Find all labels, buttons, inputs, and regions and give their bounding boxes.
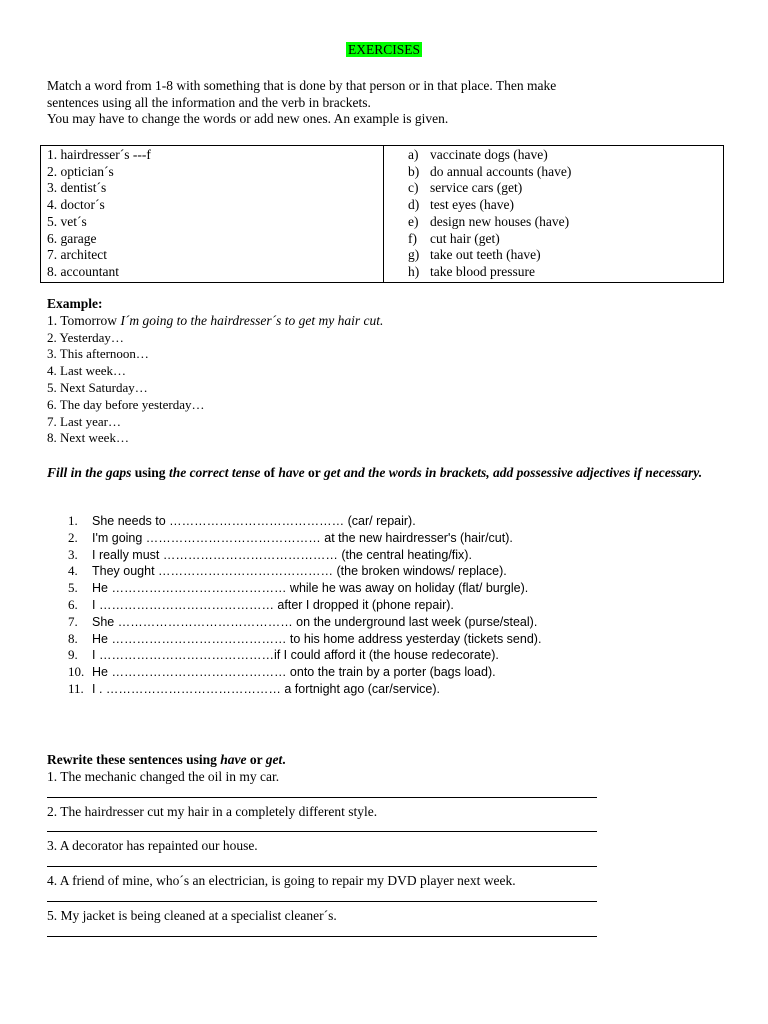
gap-sentence: She needs to …………………………………… (car/ repair). <box>92 514 416 528</box>
action-text: take blood pressure <box>430 263 535 279</box>
gap-number: 10. <box>68 664 85 680</box>
action-text: cut hair (get) <box>430 230 500 246</box>
action-letter: d) <box>408 197 420 213</box>
action-text: do annual accounts (have) <box>430 163 572 179</box>
matching-table <box>40 145 724 283</box>
rewrite-heading <box>47 752 607 769</box>
place-item: 2. optician´s <box>47 163 114 179</box>
action-item <box>390 247 717 264</box>
example-first-answer: I´m going to the hairdresser´s to get my hair cut. <box>120 312 384 328</box>
gap-number: 4. <box>68 563 78 579</box>
gaps-heading-part: the correct tense <box>168 465 261 480</box>
example-first-line <box>47 313 383 330</box>
action-text: test eyes (have) <box>430 197 514 213</box>
action-item <box>390 180 717 197</box>
rewrite-item: 1. The mechanic changed the oil in my car. <box>47 768 280 784</box>
action-text: service cars (get) <box>430 180 523 196</box>
gaps-heading-part: of <box>260 465 279 480</box>
gap-sentence: They ought …………………………………… (the broken windows/ replace). <box>92 564 507 579</box>
place-item: 1. hairdresser´s ---f <box>47 147 151 162</box>
answer-line[interactable] <box>47 865 597 867</box>
gap-sentence: He …………………………………… onto the train by a porter (bags load). <box>92 665 496 680</box>
instructions <box>47 78 737 128</box>
gap-number: 8. <box>68 630 78 646</box>
place-item: 6. garage <box>47 230 97 246</box>
action-letter: h) <box>408 263 420 279</box>
answer-line[interactable] <box>47 796 597 798</box>
example-item: 5. Next Saturday… <box>47 379 148 395</box>
place-item: 8. accountant <box>47 263 119 279</box>
gap-item <box>68 530 541 547</box>
place-item: 5. vet´s <box>47 213 87 229</box>
gap-item <box>68 614 541 631</box>
example-item: 3. This afternoon… <box>47 346 149 362</box>
gap-number: 6. <box>68 596 78 612</box>
page-title: EXERCISES <box>347 42 420 57</box>
answer-line[interactable] <box>47 900 597 902</box>
action-item <box>390 147 717 164</box>
gaps-heading-part: using <box>131 465 169 480</box>
gaps-heading-part: Fill in the gaps <box>47 465 132 480</box>
action-item <box>390 164 717 181</box>
place-item: 3. dentist´s <box>47 180 107 196</box>
rewrite-item: 5. My jacket is being cleaned at a specialist cleaner´s. <box>47 907 337 923</box>
example-item: 2. Yesterday… <box>47 329 124 345</box>
answer-line[interactable] <box>47 935 597 937</box>
rewrite-item: 3. A decorator has repainted our house. <box>47 838 258 854</box>
rewrite-item: 2. The hairdresser cut my hair in a completely different style. <box>47 803 378 819</box>
rewrite-heading-part: . <box>282 752 286 767</box>
gap-number: 5. <box>68 580 78 596</box>
gap-sentence: He …………………………………… to his home address yesterday (tickets send). <box>92 631 542 646</box>
gap-sentence: I really must …………………………………… (the central heating/fix). <box>92 547 472 562</box>
gaps-list <box>68 513 541 698</box>
gaps-heading-part: or <box>304 465 324 480</box>
actions-column <box>384 146 724 283</box>
place-item: 4. doctor´s <box>47 197 105 213</box>
gaps-heading-part: get and the words in brackets, add possessive adjectives if necessary. <box>323 465 703 480</box>
answer-line[interactable] <box>47 830 597 832</box>
action-letter: g) <box>408 247 420 263</box>
action-item <box>390 264 717 281</box>
action-text: take out teeth (have) <box>430 247 541 263</box>
example-first-prefix: 1. Tomorrow <box>47 312 121 328</box>
gap-sentence: I …………………………………… after I dropped it (phone repair). <box>92 597 454 612</box>
rewrite-heading-part: have <box>220 752 247 767</box>
gaps-heading <box>47 464 737 481</box>
rewrite-heading-part: Rewrite these sentences using <box>47 752 221 767</box>
rewrite-section <box>47 752 607 943</box>
gap-sentence: I . …………………………………… a fortnight ago (car/service). <box>92 681 440 696</box>
gap-number: 9. <box>68 647 78 663</box>
action-letter: c) <box>408 180 419 196</box>
title-wrap <box>0 42 768 58</box>
gap-sentence: She …………………………………… on the underground last week (purse/steal). <box>92 614 538 629</box>
rewrite-heading-part: or <box>246 752 266 767</box>
example-item: 7. Last year… <box>47 413 122 429</box>
rewrite-item: 4. A friend of mine, who´s an electrician, is going to repair my DVD player next week. <box>47 873 516 889</box>
instruction-line: sentences using all the information and the verb in brackets. <box>47 94 371 110</box>
gap-item <box>68 580 541 597</box>
action-letter: e) <box>408 213 419 229</box>
example-item: 4. Last week… <box>47 363 127 379</box>
gap-item <box>68 631 541 648</box>
example-item: 8. Next week… <box>47 430 129 446</box>
rewrite-heading-part: get <box>265 752 283 767</box>
gap-number: 7. <box>68 613 78 629</box>
gap-number: 11. <box>68 680 84 696</box>
action-text: design new houses (have) <box>430 213 570 229</box>
gap-item <box>68 547 541 564</box>
instruction-line: You may have to change the words or add new ones. An example is given. <box>47 111 449 126</box>
place-item: 7. architect <box>47 247 107 263</box>
gap-sentence: I ……………………………………if I could afford it (the house redecorate). <box>92 648 499 663</box>
action-letter: a) <box>408 147 419 162</box>
gap-number: 1. <box>68 513 78 528</box>
gap-number: 2. <box>68 529 78 545</box>
action-item <box>390 231 717 248</box>
action-letter: f) <box>408 230 417 246</box>
example-section <box>47 296 383 447</box>
gap-item <box>68 513 541 530</box>
gap-number: 3. <box>68 546 78 562</box>
places-column <box>41 146 384 283</box>
gaps-heading-part: have <box>278 465 305 480</box>
example-heading: Example: <box>47 296 103 311</box>
action-item <box>390 214 717 231</box>
gap-sentence: I'm going …………………………………… at the new hairdresser's (hair/cut). <box>92 530 513 545</box>
gap-item <box>68 681 541 698</box>
gap-item <box>68 597 541 614</box>
action-letter: b) <box>408 163 420 179</box>
gap-sentence: He …………………………………… while he was away on holiday (flat/ burgle). <box>92 581 529 596</box>
gap-item <box>68 647 541 664</box>
action-text: vaccinate dogs (have) <box>430 147 548 162</box>
gap-item <box>68 664 541 681</box>
example-item: 6. The day before yesterday… <box>47 396 205 412</box>
action-item <box>390 197 717 214</box>
gap-item <box>68 563 541 580</box>
instruction-line: Match a word from 1-8 with something that is done by that person or in that place. Then make <box>47 78 557 93</box>
